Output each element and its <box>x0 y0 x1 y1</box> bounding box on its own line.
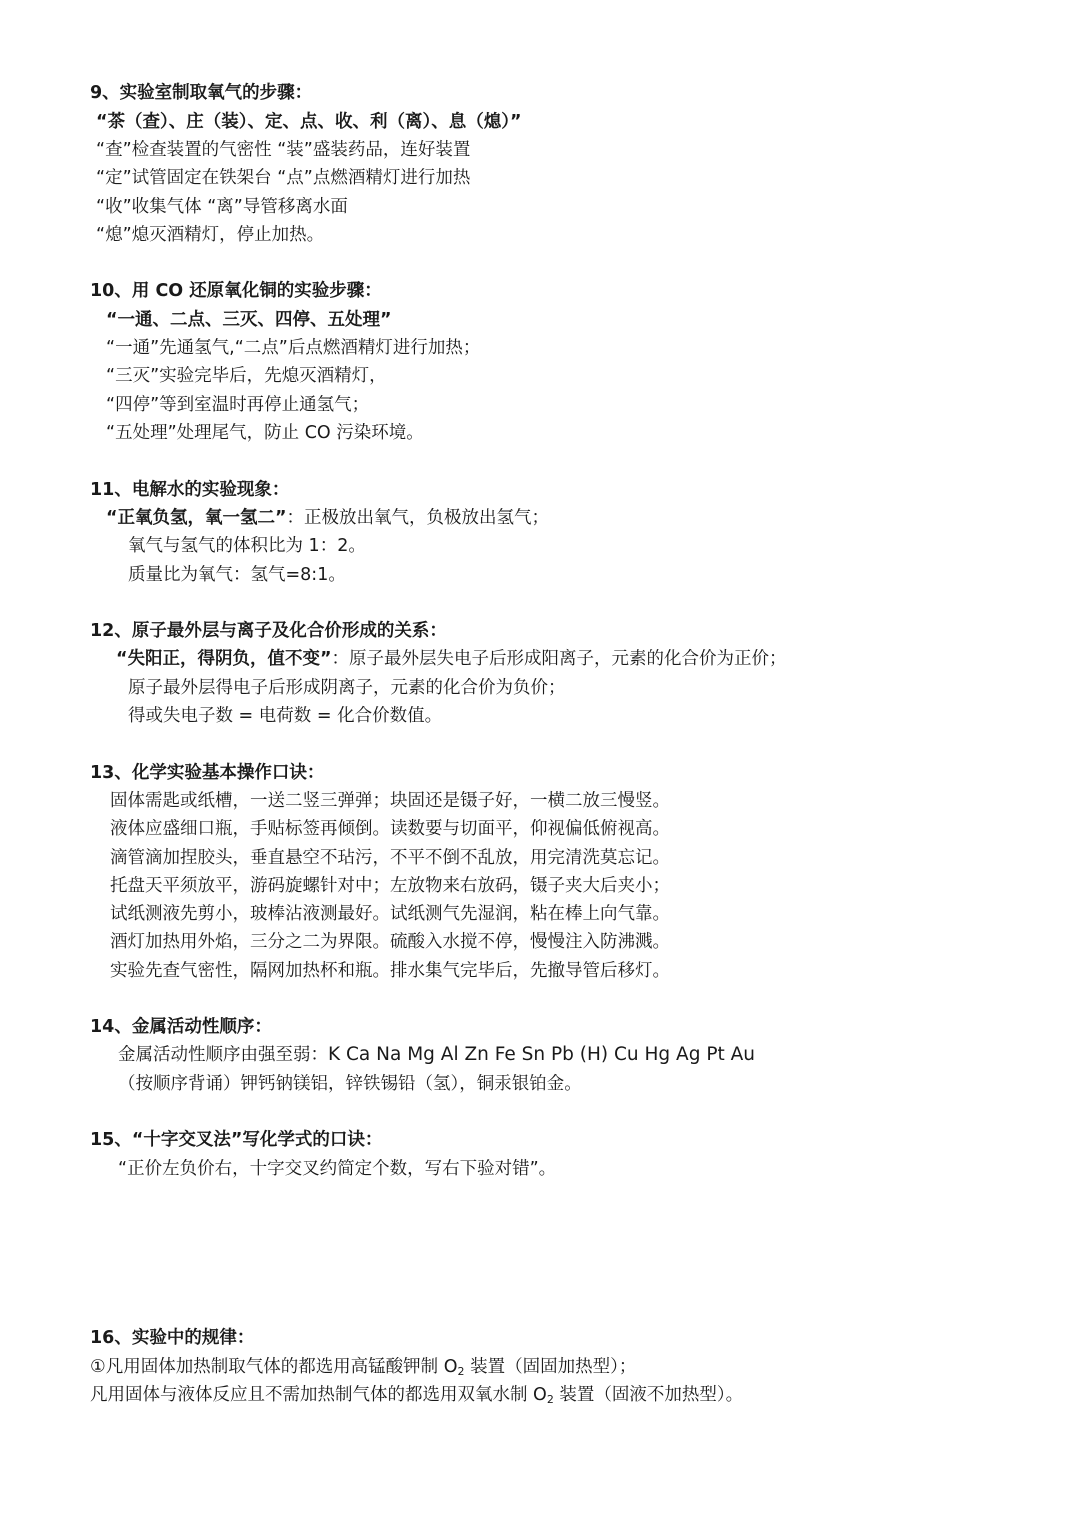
section-15-line: “正价左负价右，十字交叉约简定个数，写右下验对错”。 <box>118 1159 557 1179</box>
metal-order-symbols: K Ca Na Mg Al Zn Fe Sn Pb (H) Cu Hg Ag Pt Au <box>328 1044 755 1065</box>
section-11-line: 氧气与氢气的体积比为 1：2。 <box>128 536 366 556</box>
metal-order-label: 金属活动性顺序由强至弱： <box>118 1045 328 1065</box>
section-13-line: 试纸测液先剪小，玻棒沾液测最好。试纸测气先湿润，粘在棒上向气靠。 <box>110 904 670 924</box>
section-16-line-1 <box>90 1354 636 1380</box>
section-12-mnemonic <box>116 646 787 672</box>
section-9-line: “定”试管固定在铁架台 “点”点燃酒精灯进行加热 <box>96 168 471 188</box>
section-13-heading: 13、化学实验基本操作口诀： <box>90 763 325 783</box>
section-16-line-1-b: 装置（固固加热型）； <box>464 1357 637 1377</box>
section-10-line: “一通”先通氢气,“二点”后点燃酒精灯进行加热； <box>106 338 481 358</box>
section-11-mnemonic-bold: “正氧负氢，氧一氢二” <box>106 508 287 528</box>
section-13-line: 滴管滴加捏胶头，垂直悬空不玷污，不平不倒不乱放，用完清洗莫忘记。 <box>110 848 670 868</box>
section-12-line: 原子最外层得电子后形成阴离子，元素的化合价为负价； <box>128 678 566 698</box>
section-15-heading: 15、“十字交叉法”写化学式的口诀： <box>90 1130 383 1150</box>
section-16-heading: 16、实验中的规律： <box>90 1328 255 1348</box>
section-16-line-2 <box>90 1382 743 1408</box>
section-9-line: “查”检查装置的气密性 “装”盛装药品，连好装置 <box>96 140 471 160</box>
section-9-mnemonic: “茶（查）、庄（装）、定、点、收、利（离）、息（熄）” <box>96 112 522 132</box>
o2-subscript: 2 <box>457 1365 465 1378</box>
section-13-line: 实验先查气密性，隔网加热杯和瓶。排水集气完毕后，先撤导管后移灯。 <box>110 961 670 981</box>
section-10-heading: 10、用 CO 还原氧化铜的实验步骤： <box>90 281 382 301</box>
section-10-line: “五处理”处理尾气，防止 CO 污染环境。 <box>106 423 424 443</box>
section-9-line: “熄”熄灭酒精灯，停止加热。 <box>96 225 325 245</box>
section-16-line-1-a: ①凡用固体加热制取气体的都选用高锰酸钾制 O <box>90 1357 458 1377</box>
section-10-line: “三灭”实验完毕后，先熄灭酒精灯， <box>106 366 387 386</box>
section-10-mnemonic: “一通、二点、三灭、四停、五处理” <box>106 310 392 330</box>
section-11-mnemonic <box>106 505 549 531</box>
section-12-line: 得或失电子数 = 电荷数 = 化合价数值。 <box>128 706 443 726</box>
section-9-line: “收”收集气体 “离”导管移离水面 <box>96 197 348 217</box>
section-13-line: 酒灯加热用外焰，三分之二为界限。硫酸入水搅不停，慢慢注入防沸溅。 <box>110 932 670 952</box>
section-11-line: 质量比为氧气：氢气=8:1。 <box>128 565 346 585</box>
section-12-heading: 12、原子最外层与离子及化合价形成的关系： <box>90 621 447 641</box>
section-14-heading: 14、金属活动性顺序： <box>90 1017 272 1037</box>
section-12-mnemonic-rest: ：原子最外层失电子后形成阳离子，元素的化合价为正价； <box>331 649 787 669</box>
section-11-heading: 11、电解水的实验现象： <box>90 480 290 500</box>
section-11-mnemonic-rest: ：正极放出氧气，负极放出氢气； <box>286 508 550 528</box>
section-14-memorize: （按顺序背诵）钾钙钠镁铝，锌铁锡铅（氢），铜汞银铂金。 <box>118 1074 582 1094</box>
section-12-mnemonic-bold: “失阳正，得阴负，值不变” <box>116 649 332 669</box>
section-16-line-2-b: 装置（固液不加热型）。 <box>553 1385 744 1405</box>
section-13-line: 液体应盛细口瓶，手贴标签再倾倒。读数要与切面平，仰视偏低俯视高。 <box>110 819 670 839</box>
o2-subscript: 2 <box>546 1393 554 1406</box>
section-14-order <box>118 1042 755 1068</box>
section-13-line: 托盘天平须放平，游码旋螺针对中；左放物来右放码，镊子夹大后夹小； <box>110 876 670 896</box>
section-16-line-2-a: 凡用固体与液体反应且不需加热制气体的都选用双氧水制 O <box>90 1385 547 1405</box>
section-13-line: 固体需匙或纸槽，一送二竖三弹弹；块固还是镊子好，一横二放三慢竖。 <box>110 791 670 811</box>
section-9-heading: 9、实验室制取氧气的步骤： <box>90 83 313 103</box>
section-10-line: “四停”等到室温时再停止通氢气； <box>106 395 370 415</box>
